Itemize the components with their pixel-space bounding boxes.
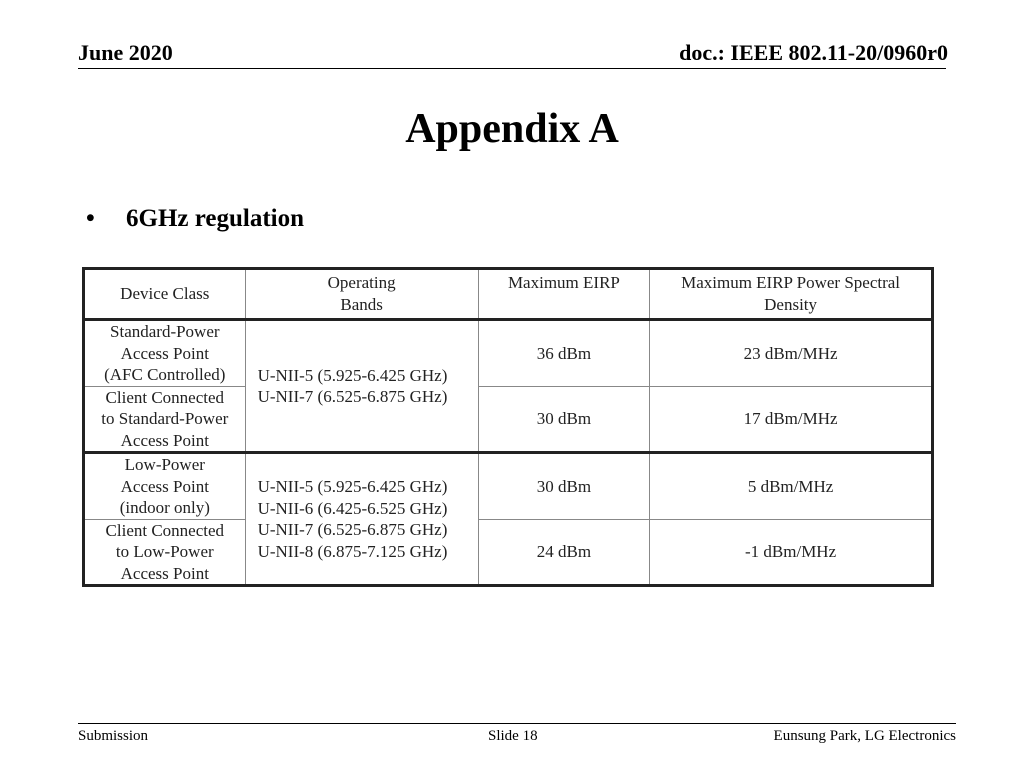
header-rule bbox=[78, 68, 946, 69]
header-device-class: Device Class bbox=[84, 269, 246, 320]
header-date: June 2020 bbox=[78, 40, 173, 65]
operating-bands-cell: U-NII-5 (5.925-6.425 GHz) U-NII-6 (6.425-6.525 GHz) U-NII-7 (6.525-6.875 GHz) U-NII-8 (6.875-7.125 GHz) bbox=[245, 453, 478, 586]
slide-title: Appendix A bbox=[405, 106, 619, 152]
header-max-eirp: Maximum EIRP bbox=[478, 269, 649, 320]
max-psd-cell: 5 dBm/MHz bbox=[650, 453, 933, 520]
footer-rule bbox=[78, 723, 956, 724]
device-class-cell: Client Connected to Low-Power Access Point bbox=[84, 519, 246, 586]
operating-bands-cell: U-NII-5 (5.925-6.425 GHz) U-NII-7 (6.525-6.875 GHz) bbox=[245, 320, 478, 453]
table-header-row bbox=[84, 269, 933, 320]
footer-slide-number: Slide 18 bbox=[488, 728, 538, 744]
max-eirp-cell: 30 dBm bbox=[478, 386, 649, 453]
max-eirp-cell: 36 dBm bbox=[478, 320, 649, 387]
regulation-table bbox=[82, 267, 934, 587]
table-row bbox=[84, 386, 933, 453]
max-psd-cell: 17 dBm/MHz bbox=[650, 386, 933, 453]
header-doc-id: doc.: IEEE 802.11-20/0960r0 bbox=[679, 40, 948, 65]
device-class-cell: Low-Power Access Point (indoor only) bbox=[84, 453, 246, 520]
device-class-cell: Client Connected to Standard-Power Access Point bbox=[84, 386, 246, 453]
device-class-cell: Standard-Power Access Point (AFC Controlled) bbox=[84, 320, 246, 387]
table-row bbox=[84, 320, 933, 387]
bullet-marker: • bbox=[86, 205, 95, 232]
footer-submission: Submission bbox=[78, 728, 149, 744]
table-row bbox=[84, 519, 933, 586]
bullet-text: 6GHz regulation bbox=[126, 205, 305, 232]
max-psd-cell: -1 dBm/MHz bbox=[650, 519, 933, 586]
header-operating-bands: Operating Bands bbox=[245, 269, 478, 320]
max-eirp-cell: 30 dBm bbox=[478, 453, 649, 520]
table-row bbox=[84, 453, 933, 520]
header-max-psd: Maximum EIRP Power Spectral Density bbox=[650, 269, 933, 320]
footer-author: Eunsung Park, LG Electronics bbox=[773, 728, 956, 744]
max-eirp-cell: 24 dBm bbox=[478, 519, 649, 586]
max-psd-cell: 23 dBm/MHz bbox=[650, 320, 933, 387]
